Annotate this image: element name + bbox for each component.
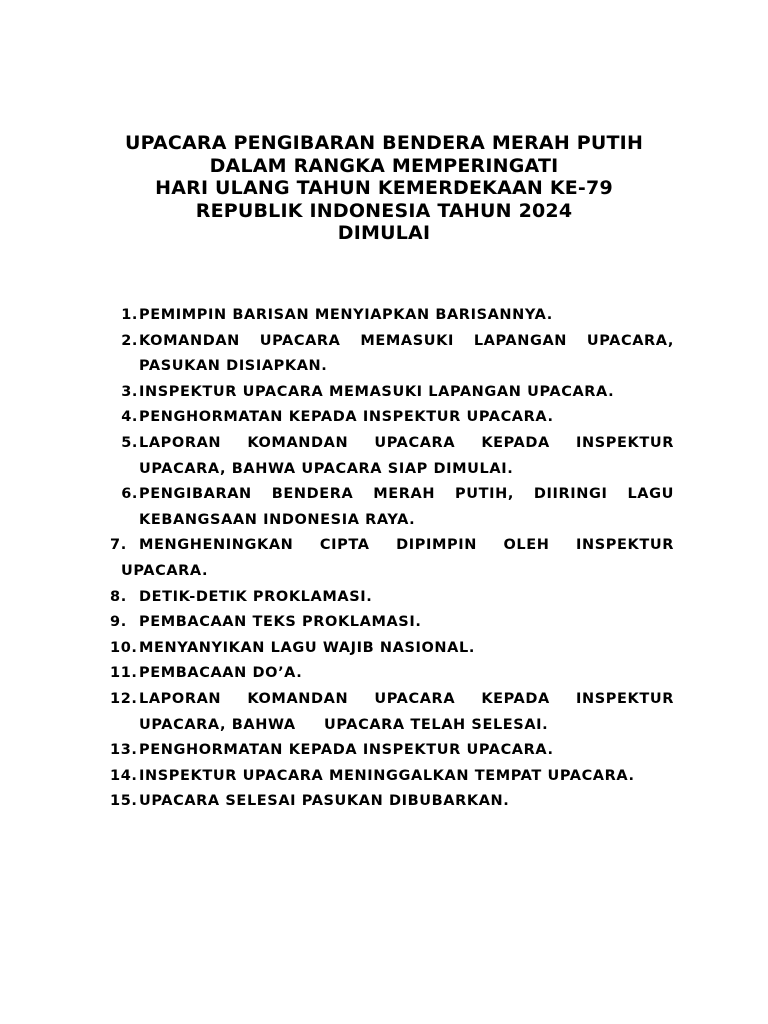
item-text: PEMBACAAN TEKS PROKLAMASI.: [139, 614, 422, 631]
list-item: [110, 482, 674, 533]
item-text: UPACARA.: [121, 562, 209, 579]
ceremony-agenda-list: [110, 303, 674, 815]
title-line: DIMULAI: [337, 222, 431, 244]
list-item: [110, 610, 674, 636]
list-item: [110, 636, 674, 662]
list-item: [110, 764, 674, 790]
list-item: [110, 405, 674, 431]
list-item: [110, 380, 674, 406]
item-text: PENGIBARAN BENDERA MERAH PUTIH, DIIRINGI LAGU: [139, 486, 674, 503]
item-text: INSPEKTUR UPACARA MENINGGALKAN TEMPAT UPACARA.: [139, 767, 635, 784]
item-text: PEMIMPIN BARISAN MENYIAPKAN BARISANNYA.: [139, 307, 553, 323]
item-number: 15.: [110, 793, 138, 810]
list-item: [110, 789, 674, 815]
item-text: UPACARA SELESAI PASUKAN DIBUBARKAN.: [139, 793, 510, 810]
item-number: 6.: [121, 486, 138, 503]
item-text: UPACARA, BAHWA UPACARA SIAP DIMULAI.: [139, 460, 514, 477]
item-number: 3.: [121, 383, 138, 400]
list-item: [110, 687, 674, 738]
item-text: INSPEKTUR UPACARA MEMASUKI LAPANGAN UPACARA.: [139, 383, 615, 400]
title-line: HARI ULANG TAHUN KEMERDEKAAN KE-79: [155, 177, 613, 199]
list-item: [110, 303, 674, 329]
list-item: [110, 329, 674, 380]
item-text: PEMBACAAN DO’A.: [139, 665, 303, 682]
item-text: LAPORAN KOMANDAN UPACARA KEPADA INSPEKTUR: [139, 434, 674, 451]
item-number: 12.: [110, 690, 138, 707]
item-number: 11.: [110, 665, 138, 682]
item-number: 9.: [110, 614, 127, 631]
list-item: [110, 661, 674, 687]
list-item: [110, 431, 674, 482]
item-text: PENGHORMATAN KEPADA INSPEKTUR UPACARA.: [139, 742, 554, 759]
item-number: 14.: [110, 767, 138, 784]
list-item: [110, 738, 674, 764]
title-line: REPUBLIK INDONESIA TAHUN 2024: [195, 199, 573, 222]
item-number: 13.: [110, 742, 138, 759]
item-text: MENYANYIKAN LAGU WAJIB NASIONAL.: [139, 639, 475, 656]
title-line: UPACARA PENGIBARAN BENDERA MERAH PUTIH: [124, 132, 644, 154]
title-line: DALAM RANGKA MEMPERINGATI: [209, 154, 559, 177]
document-title: [84, 132, 684, 245]
item-text: DETIK-DETIK PROKLAMASI.: [139, 588, 373, 605]
item-number: 10.: [110, 639, 138, 656]
item-text: PENGHORMATAN KEPADA INSPEKTUR UPACARA.: [139, 409, 554, 426]
item-number: 7.: [110, 537, 127, 554]
item-text: MENGHENINGKAN CIPTA DIPIMPIN OLEH INSPEKTUR: [139, 537, 674, 554]
item-text: KOMANDAN UPACARA MEMASUKI LAPANGAN UPACARA,: [139, 332, 674, 349]
item-text: KEBANGSAAN INDONESIA RAYA.: [139, 511, 416, 528]
item-number: 1.: [121, 307, 138, 323]
item-number: 8.: [110, 588, 127, 605]
item-text: LAPORAN KOMANDAN UPACARA KEPADA INSPEKTUR: [139, 690, 674, 707]
list-item: [110, 533, 674, 584]
item-number: 2.: [121, 332, 138, 349]
list-item: [110, 585, 674, 611]
item-text: PASUKAN DISIAPKAN.: [139, 358, 328, 375]
item-number: 4.: [121, 409, 138, 426]
item-text: UPACARA, BAHWA UPACARA TELAH SELESAI.: [139, 716, 549, 733]
item-number: 5.: [121, 434, 138, 451]
